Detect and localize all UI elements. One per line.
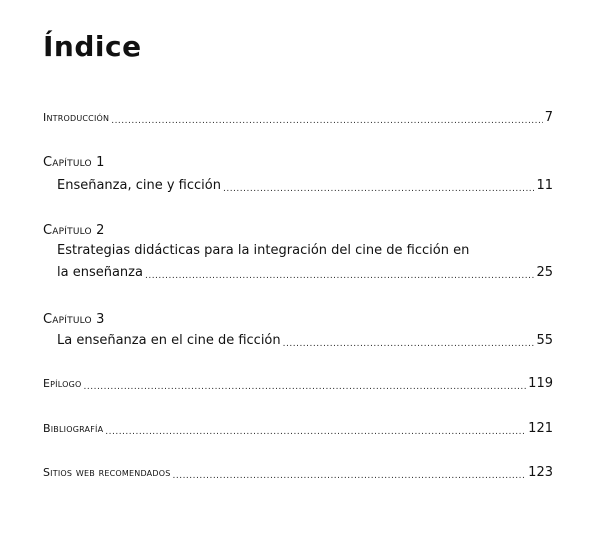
leader-dots — [105, 423, 526, 436]
toc-entry-page: 123 — [528, 465, 553, 480]
toc-entry-page: 11 — [536, 178, 553, 193]
toc-entry-capitulo3[interactable] — [57, 333, 553, 348]
toc-entry-epilogo[interactable] — [43, 376, 553, 391]
leader-dots — [145, 267, 534, 280]
chapter-heading: Capítulo 2 — [43, 223, 105, 238]
chapter-heading: Capítulo 3 — [43, 312, 105, 327]
toc-entry-sitios[interactable] — [43, 465, 553, 480]
toc-entry-label: Sitios web recomendados — [43, 466, 171, 479]
leader-dots — [111, 112, 543, 125]
toc-entry-label: Epílogo — [43, 377, 82, 390]
leader-dots — [223, 180, 534, 193]
toc-entry-page: 55 — [536, 333, 553, 348]
toc-entry-introduccion[interactable] — [43, 110, 553, 125]
toc-entry-bibliografia[interactable] — [43, 421, 553, 436]
leader-dots — [84, 378, 527, 391]
toc-entry-capitulo1[interactable] — [57, 178, 553, 193]
toc-entry-page: 25 — [536, 265, 553, 280]
toc-entry-page: 7 — [544, 110, 553, 125]
toc-entry-capitulo2[interactable] — [57, 265, 553, 280]
toc-entry-label: Bibliografía — [43, 422, 104, 435]
toc-entry-label: la enseñanza — [57, 265, 143, 280]
toc-entry-label: Enseñanza, cine y ficción — [57, 178, 221, 193]
toc-entry-label: Estrategias didácticas para la integración del cine de ficción en — [57, 243, 470, 258]
toc-entry-page: 121 — [528, 421, 553, 436]
leader-dots — [283, 335, 535, 348]
page-title: Índice — [43, 30, 142, 63]
toc-entry-page: 119 — [528, 376, 553, 391]
toc-entry-label: La enseñanza en el cine de ficción — [57, 333, 281, 348]
chapter-heading: Capítulo 1 — [43, 155, 105, 170]
toc-entry-label: Introducción — [43, 111, 110, 124]
leader-dots — [172, 467, 526, 480]
